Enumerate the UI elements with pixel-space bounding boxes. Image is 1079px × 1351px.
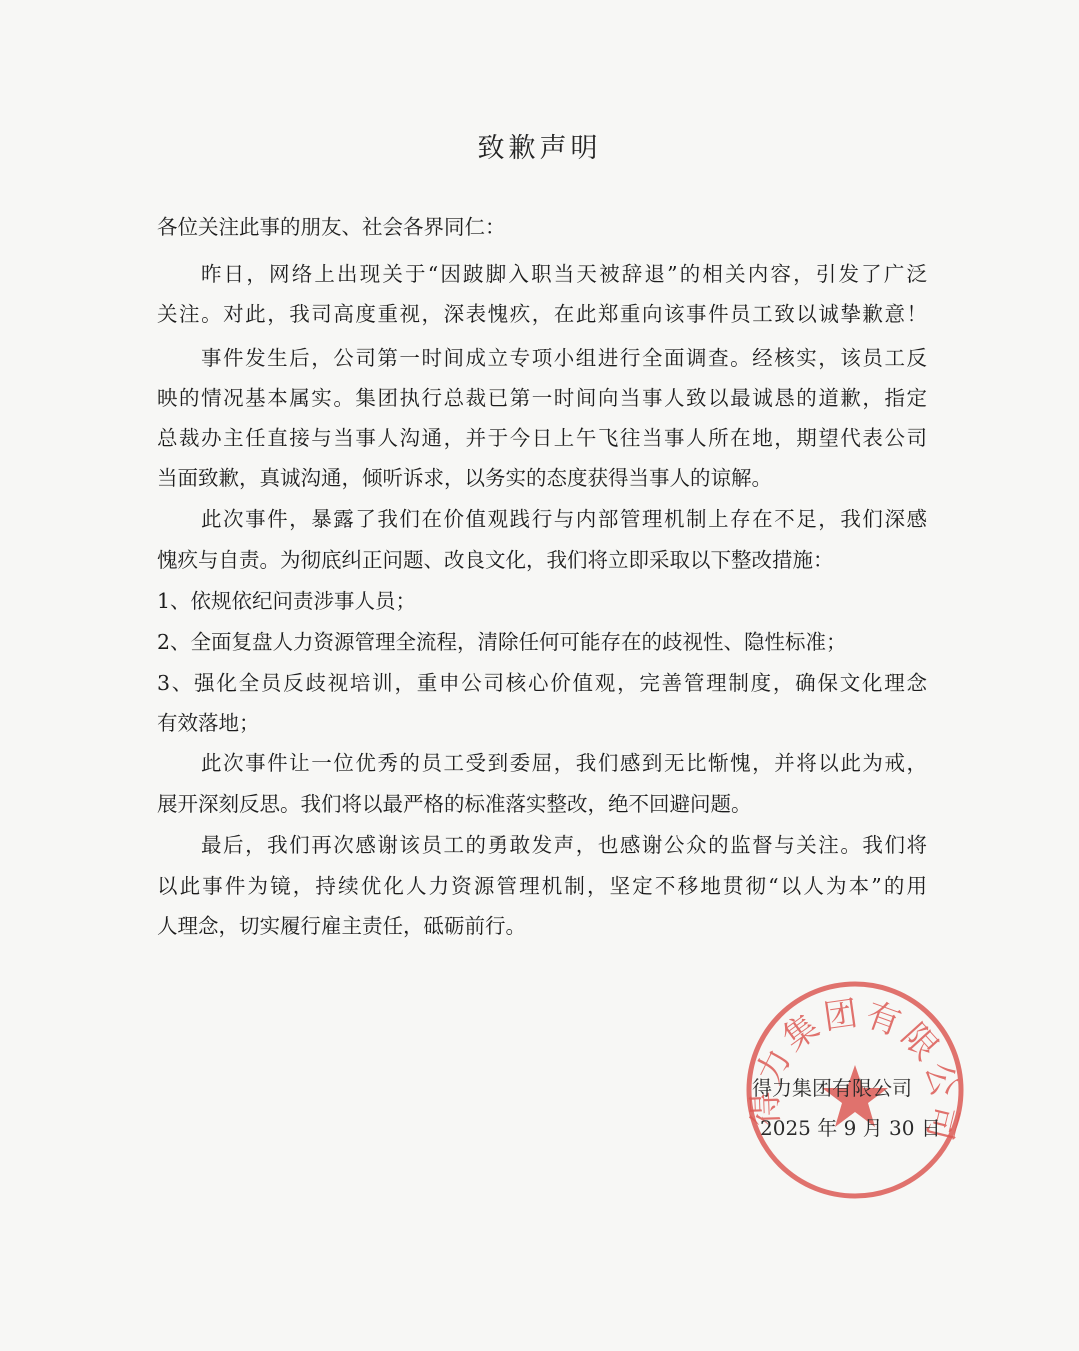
signature-company: 得力集团有限公司 [752,1076,912,1100]
seal-text: 得力集团有限公司 [745,992,966,1148]
list-item: 1、依规依纪问责涉事人员； [157,589,417,613]
paragraph-line: 此次事件让一位优秀的员工受到委屈，我们感到无比惭愧，并将以此为戒， [201,751,927,775]
list-item: 3、强化全员反歧视培训，重申公司核心价值观，完善管理制度，确保文化理念 [157,671,927,695]
paragraph-line: 以此事件为镜，持续优化人力资源管理机制，坚定不移地贯彻“以人为本”的用 [157,874,927,898]
paragraph-line: 总裁办主任直接与当事人沟通，并于今日上午飞往当事人所在地，期望代表公司 [157,426,927,450]
paragraph-line: 愧疚与自责。为彻底纠正问题、改良文化，我们将立即采取以下整改措施： [157,548,834,572]
list-item: 有效落地； [157,711,260,735]
paragraph-line: 此次事件，暴露了我们在价值观践行与内部管理机制上存在不足，我们深感 [201,507,927,531]
paragraph-line: 当面致歉，真诚沟通，倾听诉求，以务实的态度获得当事人的谅解。 [157,466,772,490]
paragraph-line: 人理念，切实履行雇主责任，砥砺前行。 [157,914,526,938]
paragraph-line: 映的情况基本属实。集团执行总裁已第一时间向当事人致以最诚恳的道歉，指定 [157,386,927,410]
paragraph-line: 昨日，网络上出现关于“因跛脚入职当天被辞退”的相关内容，引发了广泛 [201,262,927,286]
salutation: 各位关注此事的朋友、社会各界同仁： [157,215,506,239]
paragraph-line: 事件发生后，公司第一时间成立专项小组进行全面调查。经核实，该员工反 [201,346,927,370]
document-title: 致歉声明 [477,133,602,164]
paragraph-line: 展开深刻反思。我们将以最严格的标准落实整改，绝不回避问题。 [157,792,752,816]
paragraph-line: 关注。对此，我司高度重视，深表愧疚，在此郑重向该事件员工致以诚挚歉意！ [157,302,927,326]
paragraph-line: 最后，我们再次感谢该员工的勇敢发声，也感谢公众的监督与关注。我们将 [201,833,927,857]
list-item: 2、全面复盘人力资源管理全流程，清除任何可能存在的歧视性、隐性标准； [157,630,847,654]
signature-date: 2025 年 9 月 30 日 [760,1116,941,1140]
